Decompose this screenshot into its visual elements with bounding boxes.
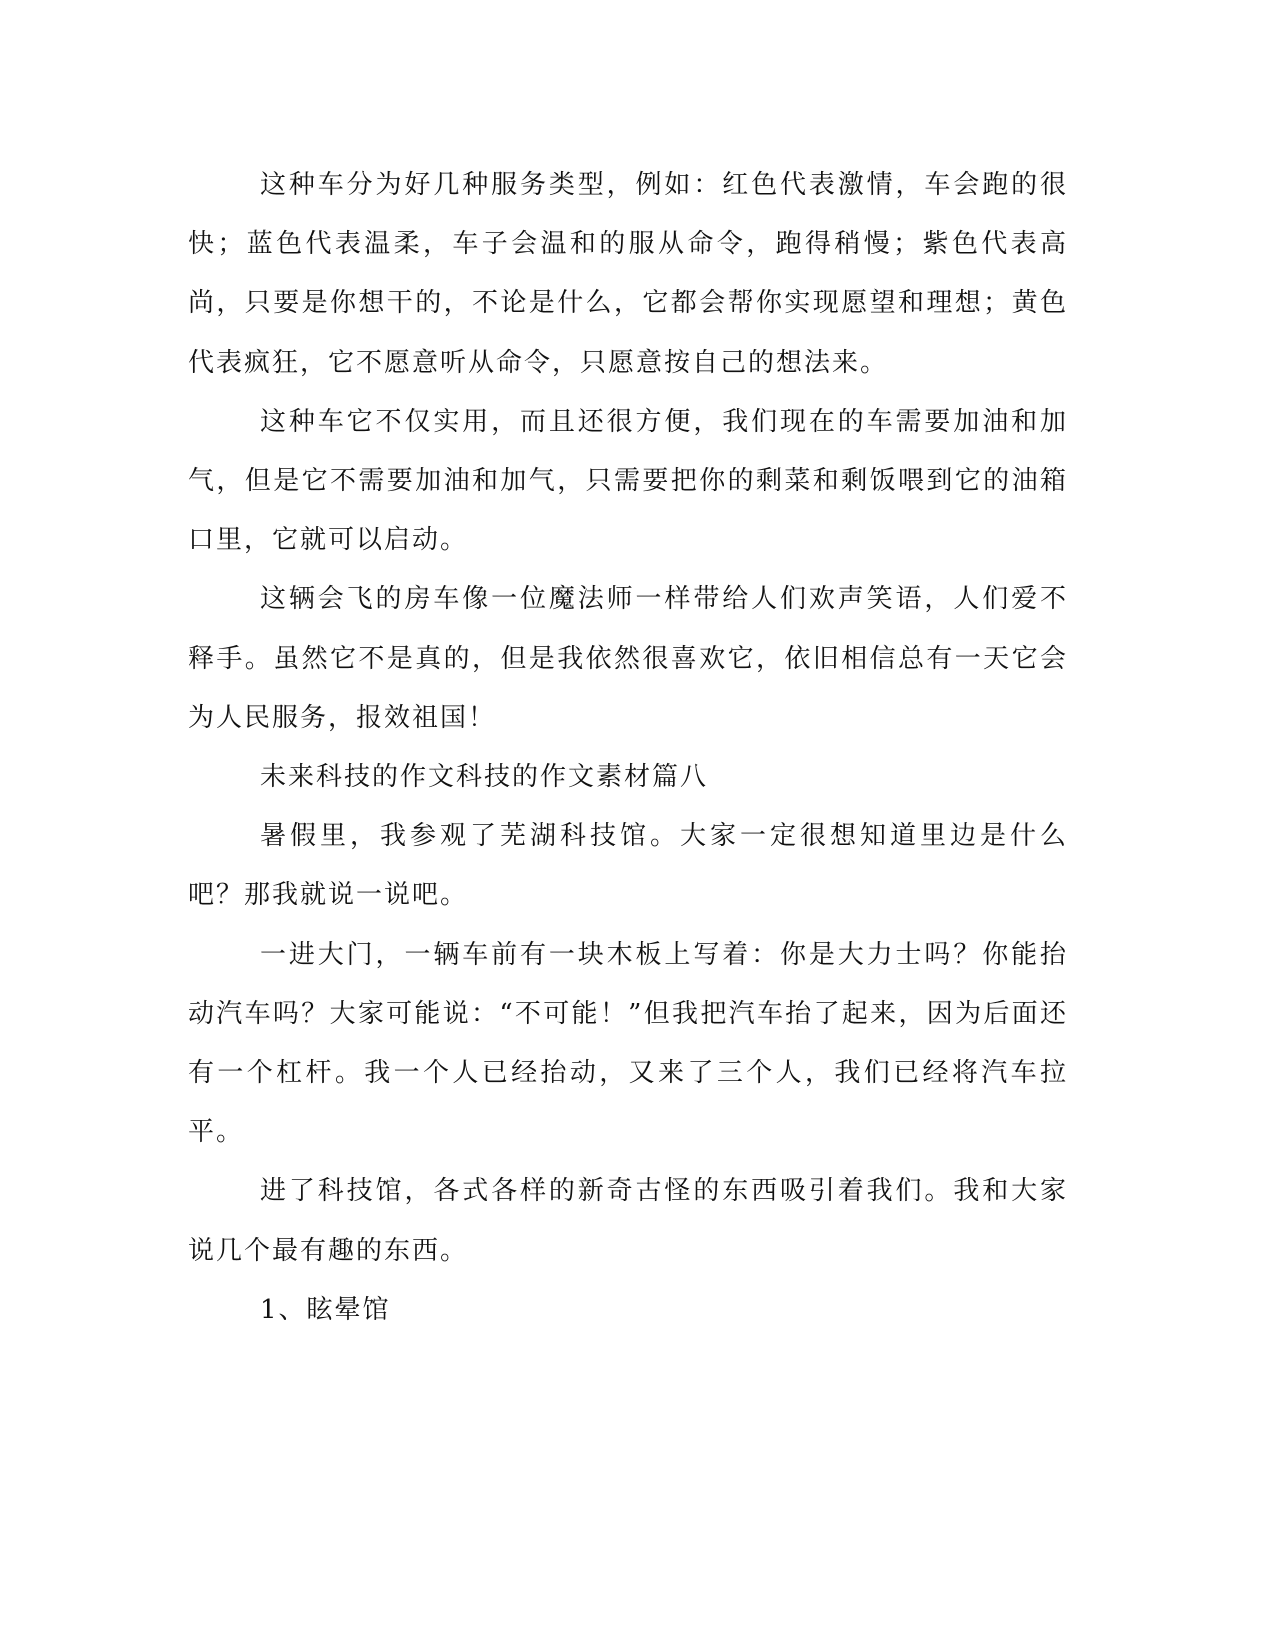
paragraph-flying-rv: 这辆会飞的房车像一位魔法师一样带给人们欢声笑语，人们爱不释手。虽然它不是真的，但是我依然很喜欢它，依旧相信总有一天它会为人民服务，报效祖国！ xyxy=(188,584,1068,733)
paragraph-car-fuel: 这种车它不仅实用，而且还很方便，我们现在的车需要加油和加气，但是它不需要加油和加气，只需要把你的剩菜和剩饭喂到它的油箱口里，它就可以启动。 xyxy=(188,406,1068,556)
paragraph-lever-car: 一进大门，一辆车前有一块木板上写着：你是大力士吗？你能抬动汽车吗？大家可能说：“不可能！”但我把汽车抬了起来，因为后面还有一个杠杆。我一个人已经抬动，又来了三个人，我们已经将汽车拉平。 xyxy=(188,939,1068,1148)
paragraph-museum-visit: 暑假里，我参观了芜湖科技馆。大家一定很想知道里边是什么吧？那我就说一说吧。 xyxy=(188,821,1068,911)
paragraph-exhibits: 进了科技馆，各式各样的新奇古怪的东西吸引着我们。我和大家说几个最有趣的东西。 xyxy=(188,1176,1068,1266)
section-heading: 未来科技的作文科技的作文素材篇八 xyxy=(260,762,709,793)
document-body xyxy=(188,156,1068,1340)
paragraph-car-types: 这种车分为好几种服务类型，例如：红色代表激情，车会跑的很快；蓝色代表温柔，车子会温和的服从命令，跑得稍慢；紫色代表高尚，只要是你想干的，不论是什么，它都会帮你实现愿望和理想；黄色代表疯狂，它不愿意听从命令，只愿意按自己的想法来。 xyxy=(188,170,1068,378)
list-item-dizzy-hall: 1、眩晕馆 xyxy=(260,1294,391,1325)
